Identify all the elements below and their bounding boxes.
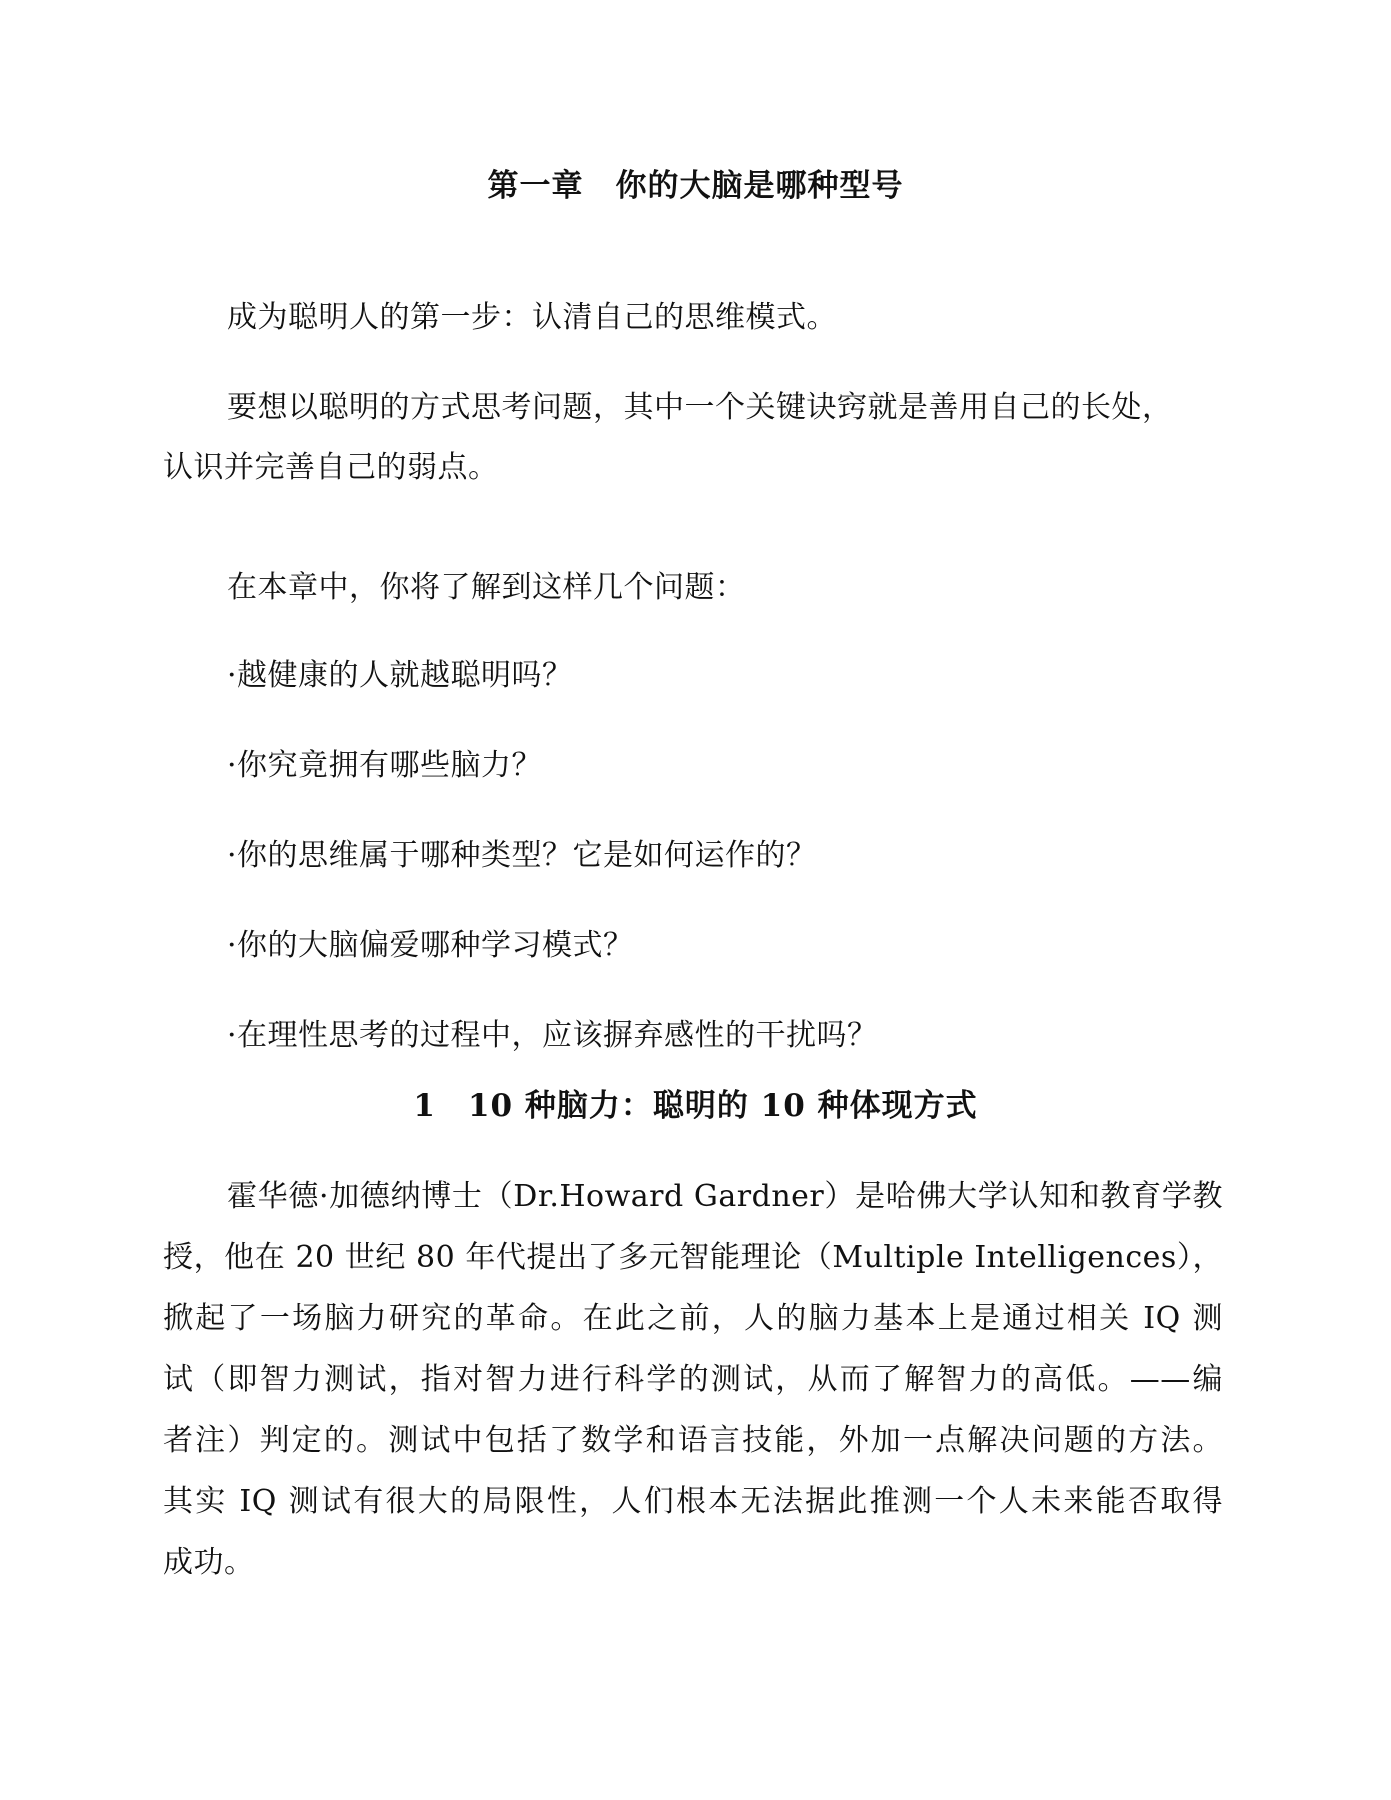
section-body-line: 试（即智力测试，指对智力进行科学的测试，从而了解智力的高低。——编 (163, 1362, 1223, 1397)
question-text: ·你的大脑偏爱哪种学习模式？ (227, 928, 634, 963)
questions-lead-text: 在本章中，你将了解到这样几个问题： (227, 570, 746, 605)
question-text: ·你的思维属于哪种类型？它是如何运作的？ (227, 838, 817, 873)
question-item (163, 916, 1223, 976)
intro-paragraph-line: 认识并完善自己的弱点。 (163, 450, 499, 485)
section-body-line: 其实 IQ 测试有很大的局限性，人们根本无法据此推测一个人未来能否取得 (163, 1484, 1223, 1519)
intro-lead-text: 成为聪明人的第一步：认清自己的思维模式。 (227, 300, 837, 335)
section-body-line: 成功。 (163, 1545, 255, 1580)
question-item (163, 826, 1223, 886)
section-body-line: 者注）判定的。测试中包括了数学和语言技能，外加一点解决问题的方法。 (163, 1423, 1223, 1458)
section-body-line: 授，他在 20 世纪 80 年代提出了多元智能理论（Multiple Intelligences）， (163, 1240, 1223, 1275)
section-title: 1 10 种脑力：聪明的 10 种体现方式 (413, 1088, 978, 1124)
intro-lead-paragraph (163, 288, 1223, 348)
questions-lead-paragraph (163, 558, 1223, 618)
intro-paragraph-line: 要想以聪明的方式思考问题，其中一个关键诀窍就是善用自己的长处， (227, 390, 1173, 425)
section-body-line: 掀起了一场脑力研究的革命。在此之前，人的脑力基本上是通过相关 IQ 测 (163, 1301, 1223, 1336)
chapter-title: 第一章 你的大脑是哪种型号 (487, 168, 904, 204)
question-item (163, 736, 1223, 796)
question-text: ·你究竟拥有哪些脑力？ (227, 748, 543, 783)
question-text: ·越健康的人就越聪明吗？ (227, 658, 573, 693)
question-item (163, 646, 1223, 706)
question-item (163, 1006, 1223, 1066)
section-body-line: 霍华德·加德纳博士（Dr.Howard Gardner）是哈佛大学认知和教育学教 (227, 1179, 1223, 1214)
intro-paragraph (163, 378, 1223, 498)
question-text: ·在理性思考的过程中，应该摒弃感性的干扰吗？ (227, 1018, 878, 1053)
section-body-paragraph (163, 1166, 1223, 1593)
